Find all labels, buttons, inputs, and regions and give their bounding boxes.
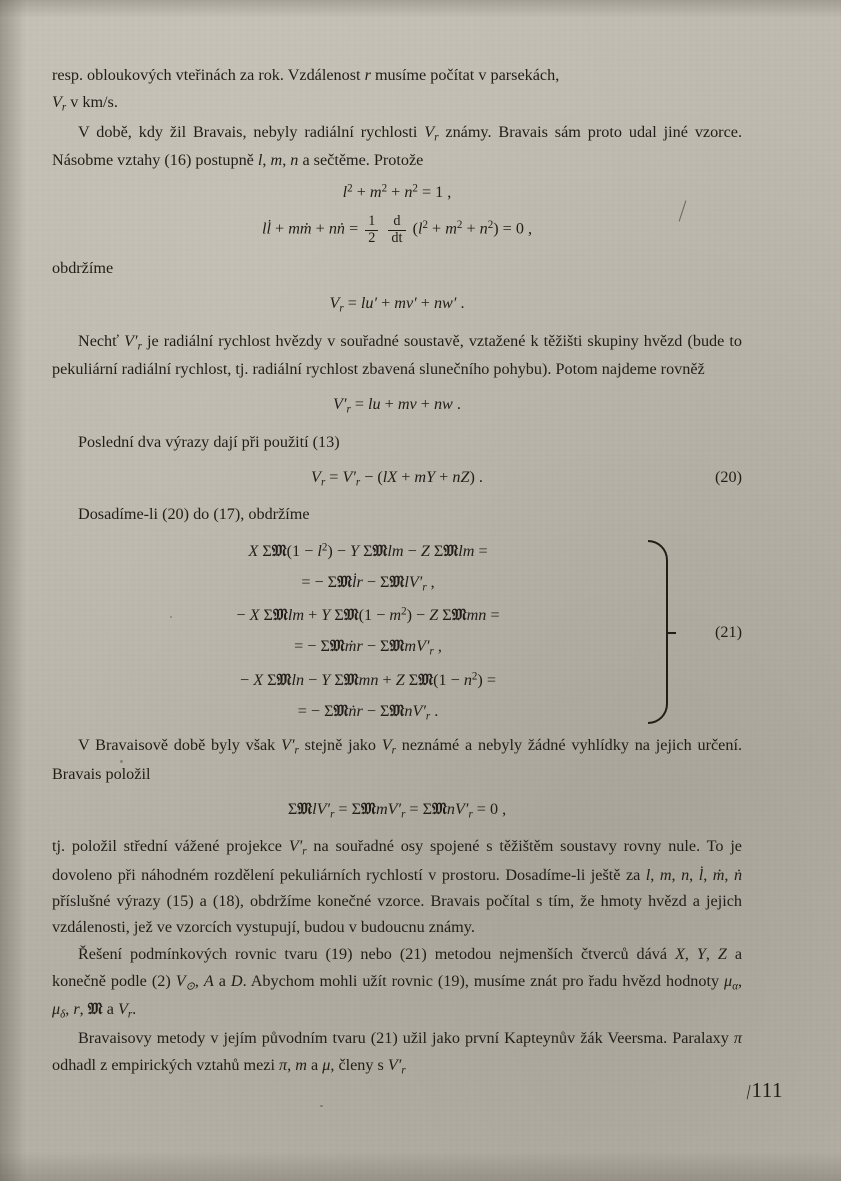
equation-system-rows [52, 538, 742, 727]
page-number-value: 111 [751, 1078, 783, 1102]
paragraph-posledni-dva-vyrazy: Poslední dva výrazy dají při použití (13) [78, 432, 340, 451]
paragraph-opening-line2: $V_r$ v km/s. [52, 93, 118, 114]
page-number: |111 [745, 1078, 783, 1102]
equation-vr-prime-lumvnw: $V'_r$ = lu + mv + nw . [333, 395, 461, 416]
paragraph-polozil-stredni: tj. položil střední vážené projekce $V'_r$ na souřadné osy spojené s těžištěm soustavy rovny nule. To je dovoleno při náhodném rozdělení pekuliárních rychlostí v prostoru. Dosadíme-li ještě za l, m, n, l̇, ṁ, ṅ příslušné výrazy (15) a (18), obdržíme konečné vzorce. Bravais počítal s tím, že hmoty hvězd a jejich vzdálenosti, jež ve vzorcích vystupují, budou v budoucnu známy. [52, 837, 743, 937]
paper-speck [320, 1105, 323, 1107]
paragraph-nechf-definition: Nechť $V'_r$ je radiální rychlost hvězdy v souřadné soustavě, vztažené k těžišti skupiny hvězd (bude to pekuliární radiální rychlost, tj. radiální rychlost zbavená slunečního pohybu). Potom najdeme rovněž [52, 331, 742, 379]
equation-system-row-3: − X Σ𝔐lm + Y Σ𝔐(1 − $m^2) - Z$ Σ𝔐mn = [236, 605, 500, 625]
system-brace [648, 540, 668, 725]
equation-system-row-1: X Σ𝔐(1 − $l^2) - Y$ Σ𝔐lm − Z Σ𝔐lm = [248, 540, 488, 560]
equation-number-21: (21) [715, 622, 742, 641]
equation-vr-primed-components: $V_r = lu' + mv' + nw'$ . [329, 294, 465, 315]
equation-system-row-2: = − Σ𝔐l̇r − $\Sigma 𝔐lV'_r$ , [301, 571, 435, 594]
equation-20: $V_r = V'_r - (lX$ + mY + nZ) . (20) [52, 464, 742, 492]
equation-system-row-6: = − Σ𝔐ṅr − $\Sigma 𝔐nV'_r$ . [297, 700, 439, 723]
paragraph-reseni-podminkovych: Řešení podmínkových rovnic tvaru (19) nebo (21) metodou nejmenších čtverců dává X, Y, Z a konečně podle (2) $V_⊙$, A a D. Abychom mohli užít rovnic (19), musíme znát pro řadu hvězd hodnoty $\mu_\alpha$, $\mu_\delta$, r, 𝔐 a $V_r$. [52, 945, 743, 1021]
system-brace-nub [667, 632, 676, 634]
page-edge-shadow-left [0, 0, 26, 1181]
page-body-text [52, 62, 742, 1081]
equation-sum-of-squares: $l^2 + m^2 + n^2 = 1$ , [342, 182, 452, 202]
equation-derivative-identity: ll̇ + mṁ + nṅ = $\frac{1}{2}$ $\frac{d}{dt}$ $(l^2 + m^2 + n^2) = 0$ , [261, 213, 533, 246]
paragraph-bravaisovy-metody: Bravaisovy metody v jejím původním tvaru (21) užil jako první Kapteynův žák Veersma. Paralaxy π odhadl z empirických vztahů mezi π, m a μ, členy s $V'_r$ [52, 1029, 742, 1077]
paragraph-obdrzime: obdržíme [52, 259, 114, 278]
equation-system-row-4: = − Σ𝔐ṁr − $\Sigma 𝔐mV'_r$ , [294, 636, 442, 658]
paragraph-bravaisove-dobe: V Bravaisově době byly však $V'_r$ stejně jako $V_r$ neznámé a nebyly žádné vyhlídky na jejich určení. Bravais položil [52, 736, 742, 783]
equation-system-21 [52, 538, 742, 727]
paragraph-bravais-intro: V době, kdy žil Bravais, nebyly radiální rychlosti $V_r$ známy. Bravais sám proto udal jiné vzorce. Násobme vztahy (16) postupně l, m, n a sečtěme. Protože [52, 122, 742, 169]
paragraph-dosadime-li: Dosadíme-li (20) do (17), obdržíme [78, 505, 310, 524]
paragraph-opening-line1: resp. obloukových vteřinách za rok. Vzdálenost r musíme počítat v parsekách, [52, 66, 560, 84]
page-edge-shadow-bottom [0, 1151, 841, 1181]
equation-system-row-5: − X Σ𝔐ln − Y Σ𝔐mn + Z Σ𝔐(1 − $n^2$) = [240, 669, 496, 689]
equation-number-20: (20) [715, 467, 742, 486]
equation-weighted-projections-zero: $\Sigma 𝔐lV'_r$ = $\Sigma 𝔐mV'_r$ = $\Sigma 𝔐nV'_r = 0$ , [287, 798, 507, 821]
page-edge-shadow-top [0, 0, 841, 18]
